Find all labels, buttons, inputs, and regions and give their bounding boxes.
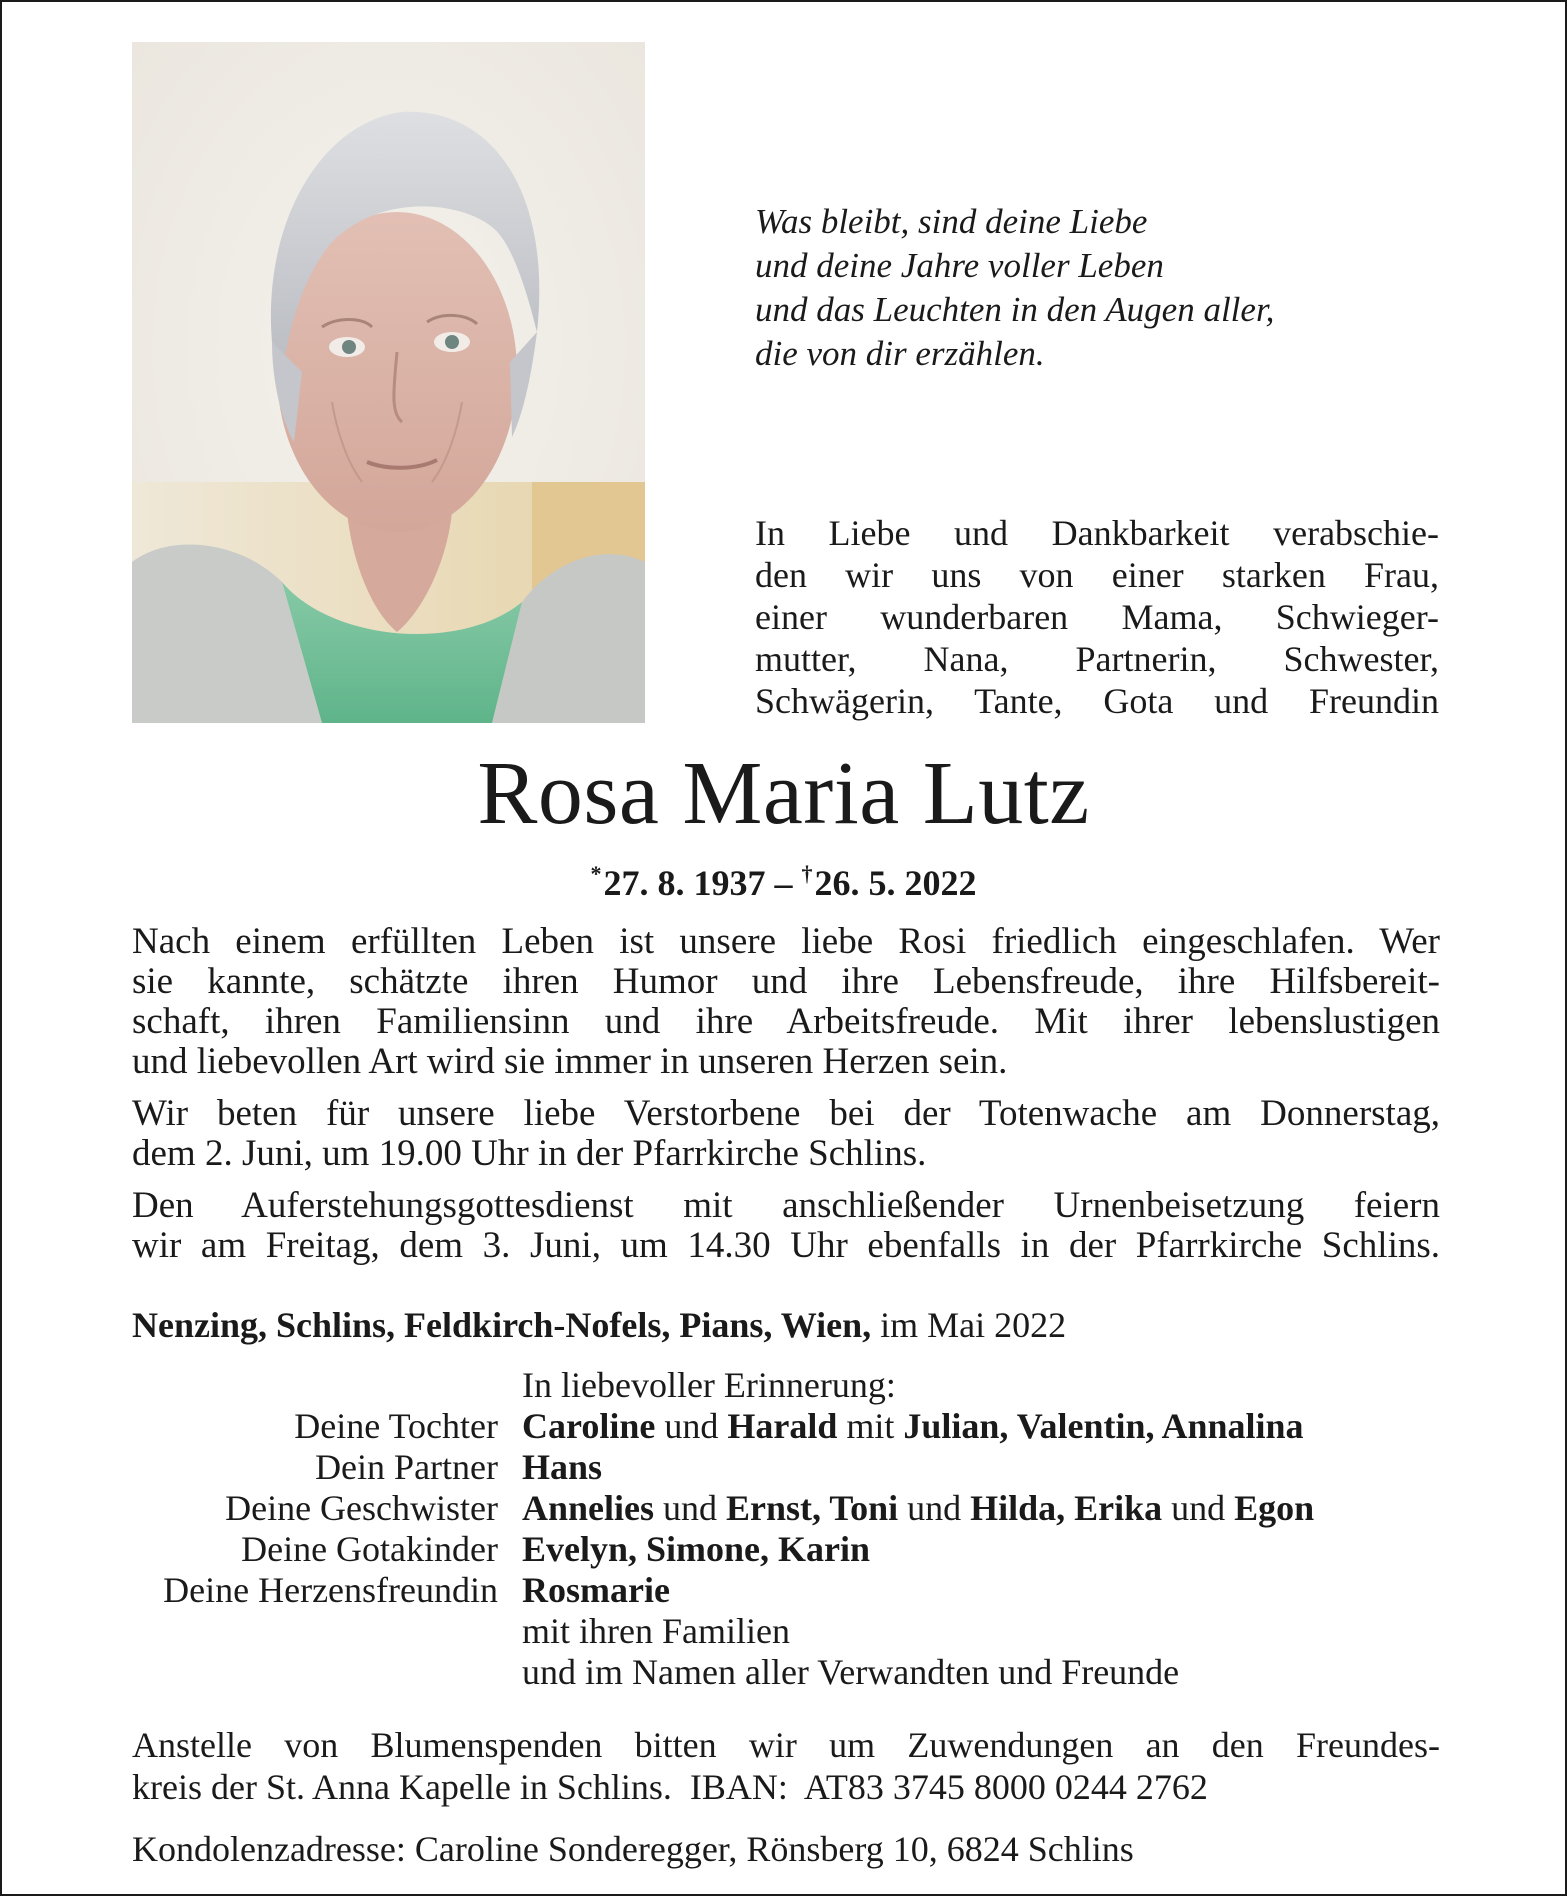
mourner-name: Rosmarie: [522, 1570, 670, 1610]
relation-label: Deine Geschwister: [225, 1488, 498, 1528]
family-row-friend: [2, 1570, 1565, 1611]
relation-names: [522, 1447, 602, 1488]
places-and-date: [132, 1304, 1462, 1346]
relation-names: [522, 1488, 1314, 1529]
deceased-name: Rosa Maria Lutz: [477, 744, 1090, 843]
relation-label: Deine Gotakinder: [241, 1529, 498, 1569]
death-symbol: †: [801, 861, 813, 886]
family-closing: und im Namen aller Verwandten und Freunde: [522, 1652, 1180, 1692]
quote-line: und deine Jahre voller Leben: [755, 246, 1164, 285]
connector-word: und: [1171, 1488, 1226, 1528]
quote-line: Was bleibt, sind deine Liebe: [755, 202, 1148, 241]
donation-request: [132, 1724, 1440, 1808]
family-row-partner: [2, 1447, 1565, 1488]
relation-label: Dein Partner: [315, 1447, 498, 1487]
intro-line: In Liebe und Dankbarkeit verabschie-: [755, 513, 1439, 553]
text-line: Nach einem erfüllten Leben ist unsere liebe Rosi friedlich eingeschlafen. Wer: [132, 921, 1440, 962]
mourner-name: Evelyn, Simone, Karin: [522, 1529, 871, 1569]
quote-line: die von dir erzählen.: [755, 334, 1045, 373]
text-line: wir am Freitag, dem 3. Juni, um 14.30 Uhr ebenfalls in der Pfarrkirche Schlins.: [132, 1225, 1440, 1266]
mourner-name: Hans: [522, 1447, 603, 1487]
connector-word: und: [664, 1406, 719, 1446]
portrait-photo: [132, 42, 645, 723]
paragraph-wake: [132, 1094, 1440, 1174]
farewell-intro: [755, 512, 1439, 722]
portrait-illustration: [132, 42, 645, 723]
intro-line: mutter, Nana, Partnerin, Schwester,: [755, 639, 1439, 679]
family-heading: In liebevoller Erinnerung:: [522, 1365, 896, 1405]
paragraph-funeral: [132, 1186, 1440, 1266]
mourner-name: Caroline: [522, 1406, 656, 1446]
text-line: Den Auferstehungsgottesdienst mit anschließender Urnenbeisetzung feiern: [132, 1185, 1440, 1226]
family-row-daughter: [2, 1406, 1565, 1447]
family-closing: mit ihren Familien: [522, 1611, 790, 1651]
mourner-name: Harald: [727, 1406, 838, 1446]
text-line: sie kannte, schätzte ihren Humor und ihre Lebensfreude, ihre Hilfsbereit-: [132, 961, 1440, 1002]
family-row-siblings: [2, 1488, 1565, 1529]
relation-names: [522, 1570, 670, 1611]
mourner-name: Ernst, Toni: [726, 1488, 899, 1528]
places-list: Nenzing, Schlins, Feldkirch-Nofels, Pians, Wien,: [132, 1305, 872, 1345]
date-separator: –: [774, 863, 793, 903]
text-line: Anstelle von Blumenspenden bitten wir um Zuwendungen an den Freundes-: [132, 1725, 1440, 1765]
connector-word: mit: [846, 1406, 895, 1446]
text-line: und liebevollen Art wird sie immer in unseren Herzen sein.: [132, 1041, 1008, 1082]
relation-names: [522, 1529, 870, 1570]
intro-line: Schwägerin, Tante, Gota und Freundin: [755, 681, 1439, 721]
family-row-godchildren: [2, 1529, 1565, 1570]
birth-date: 27. 8. 1937: [603, 863, 766, 903]
quote-line: und das Leuchten in den Augen aller,: [755, 290, 1275, 329]
relation-names: [522, 1406, 1304, 1447]
paragraph-life: [132, 922, 1440, 1082]
connector-word: und: [663, 1488, 718, 1528]
family-heading-row: [2, 1365, 1565, 1406]
mourner-name: Hilda, Erika: [970, 1488, 1163, 1528]
memorial-quote: [755, 200, 1395, 376]
obituary-text: [132, 922, 1440, 1278]
birth-symbol: *: [590, 861, 602, 886]
text-line: kreis der St. Anna Kapelle in Schlins. IBAN: AT83 3745 8000 0244 2762: [132, 1767, 1208, 1807]
family-closing-row: [2, 1652, 1565, 1693]
mourner-name: Egon: [1234, 1488, 1315, 1528]
text-line: Wir beten für unsere liebe Verstorbene bei der Totenwache am Donnerstag,: [132, 1093, 1440, 1134]
family-closing-row: [2, 1611, 1565, 1652]
mourners-list: [2, 1365, 1565, 1693]
text-line: schaft, ihren Familiensinn und ihre Arbeitsfreude. Mit ihrer lebenslustigen: [132, 1001, 1440, 1042]
condolence-address: Kondolenzadresse: Caroline Sonderegger, Rönsberg 10, 6824 Schlins: [132, 1829, 1134, 1869]
mourner-name: Annelies: [522, 1488, 655, 1528]
life-dates: [2, 854, 1565, 903]
mourner-name: Julian, Valentin, Annalina: [903, 1406, 1304, 1446]
connector-word: und: [907, 1488, 962, 1528]
intro-line: den wir uns von einer starken Frau,: [755, 555, 1439, 595]
text-line: dem 2. Juni, um 19.00 Uhr in der Pfarrkirche Schlins.: [132, 1133, 927, 1174]
intro-line: einer wunderbaren Mama, Schwieger-: [755, 597, 1439, 637]
death-date: 26. 5. 2022: [814, 863, 977, 903]
relation-label: Deine Herzensfreundin: [163, 1570, 498, 1610]
relation-label: Deine Tochter: [294, 1406, 498, 1446]
notice-date: im Mai 2022: [880, 1305, 1067, 1345]
